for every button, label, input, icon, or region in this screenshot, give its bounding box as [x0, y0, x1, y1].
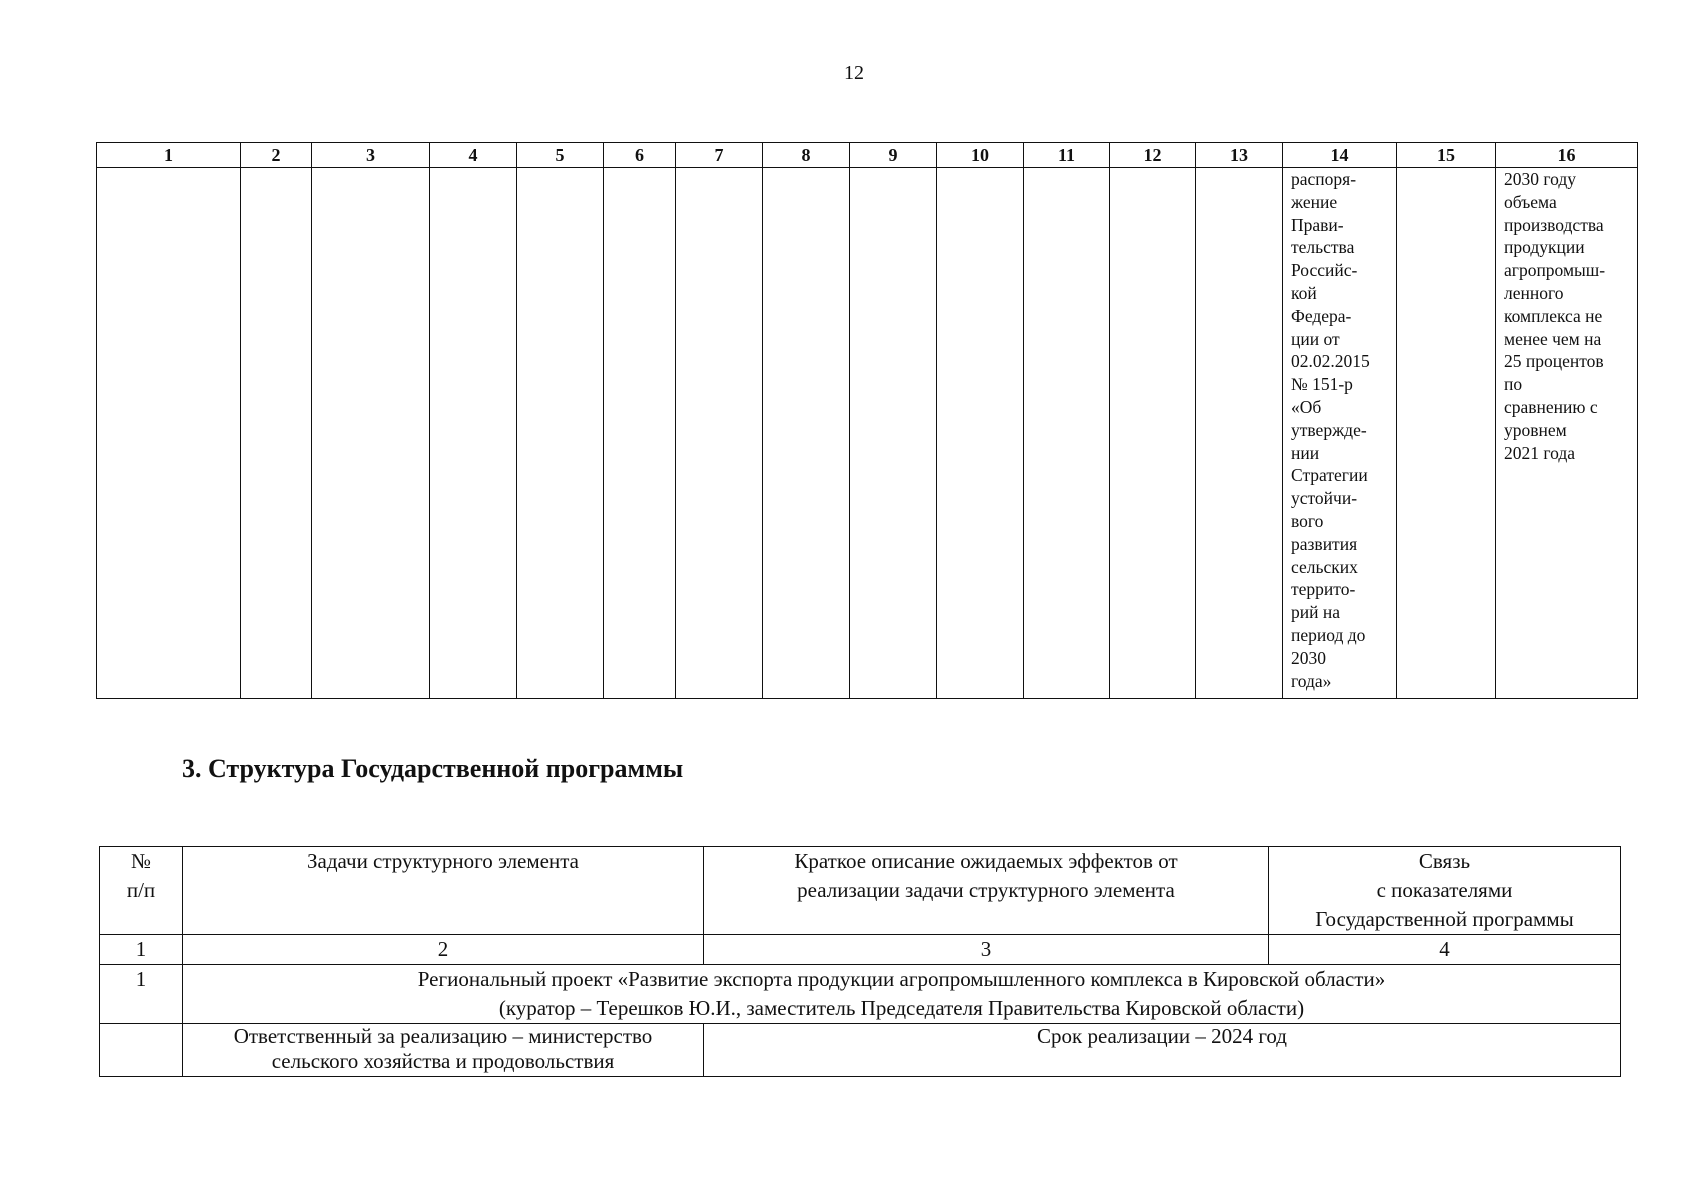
column-number: 3 — [704, 935, 1269, 965]
text-line: жение — [1291, 191, 1338, 212]
deadline-cell: Срок реализации – 2024 год — [704, 1024, 1621, 1077]
target-value-cell — [1496, 168, 1638, 699]
table-cell — [97, 168, 241, 699]
text-line: по — [1504, 374, 1523, 395]
table-cell — [1110, 168, 1196, 699]
responsible-line: Ответственный за реализацию – министерство — [233, 1024, 653, 1048]
project-title-cell — [183, 965, 1621, 1024]
text-line: 25 процентов — [1504, 351, 1604, 372]
text-line: «Об — [1291, 396, 1322, 417]
text-line: террито- — [1291, 579, 1356, 600]
text-line: года» — [1291, 670, 1332, 691]
column-number: 13 — [1196, 143, 1283, 168]
text-line: развития — [1291, 533, 1358, 554]
text-line: тельства — [1291, 237, 1355, 258]
header-line: Государственной программы — [1315, 907, 1574, 931]
text-line: ленного — [1504, 282, 1564, 303]
column-number: 3 — [312, 143, 430, 168]
table-cell — [241, 168, 312, 699]
text-line: утвержде- — [1291, 419, 1367, 440]
table-cell — [1397, 168, 1496, 699]
project-title-line: Региональный проект «Развитие экспорта продукции агропромышленного комплекса в Кировской области» — [417, 967, 1386, 991]
responsible-cell — [183, 1024, 704, 1077]
header-line: Задачи структурного элемента — [307, 849, 579, 873]
tasks-header — [183, 847, 704, 935]
text-line: нии — [1291, 442, 1320, 463]
table-cell — [100, 1024, 183, 1077]
column-number: 7 — [676, 143, 763, 168]
column-number: 2 — [183, 935, 704, 965]
text-line: распоря- — [1291, 169, 1357, 189]
column-number: 5 — [517, 143, 604, 168]
table-header-row — [100, 847, 1621, 935]
table-cell — [517, 168, 604, 699]
column-numbers-row — [100, 935, 1621, 965]
text-line: комплекса не — [1504, 305, 1603, 326]
row-number: 1 — [100, 965, 183, 1024]
column-number: 10 — [937, 143, 1024, 168]
effects-header — [704, 847, 1269, 935]
text-line: 2030 — [1291, 647, 1326, 668]
header-line: реализации задачи структурного элемента — [797, 878, 1175, 902]
text-line: Стратегии — [1291, 465, 1368, 486]
column-number: 1 — [97, 143, 241, 168]
header-line: № — [130, 849, 152, 873]
indicators-link-header — [1269, 847, 1621, 935]
text-line: ции от — [1291, 328, 1340, 349]
text-line: производства — [1504, 214, 1604, 235]
column-number: 8 — [763, 143, 850, 168]
text-line: период до — [1291, 624, 1366, 645]
section-title: 3. Структура Государственной программы — [182, 754, 684, 783]
text-line: продукции — [1504, 237, 1585, 258]
column-number: 16 — [1496, 143, 1638, 168]
responsible-row — [100, 1024, 1621, 1077]
header-line: с показателями — [1376, 878, 1513, 902]
text-line: Российс- — [1291, 260, 1358, 281]
text-line: сельских — [1291, 556, 1358, 577]
text-line: кой — [1291, 282, 1317, 303]
table-cell — [937, 168, 1024, 699]
table-row — [97, 168, 1638, 699]
text-line: менее чем на — [1504, 328, 1602, 349]
text-line: сравнению с — [1504, 396, 1598, 417]
header-line: Связь — [1418, 849, 1471, 873]
table-cell — [763, 168, 850, 699]
project-title-line: (куратор – Терешков Ю.И., заместитель Председателя Правительства Кировской области) — [498, 996, 1305, 1020]
responsible-line: сельского хозяйства и продовольствия — [271, 1049, 615, 1073]
text-line: устойчи- — [1291, 488, 1358, 509]
project-row — [100, 965, 1621, 1024]
column-number: 4 — [430, 143, 517, 168]
table-cell — [676, 168, 763, 699]
table-cell — [604, 168, 676, 699]
continuation-table — [96, 142, 1638, 699]
structure-table — [99, 846, 1621, 1077]
column-number: 1 — [100, 935, 183, 965]
text-line: уровнем — [1504, 419, 1567, 440]
text-line: агропромыш- — [1504, 260, 1606, 281]
text-line: Прави- — [1291, 214, 1344, 235]
table-header-row — [97, 143, 1638, 168]
column-number: 12 — [1110, 143, 1196, 168]
legal-basis-cell — [1283, 168, 1397, 699]
text-line: рий на — [1291, 602, 1340, 623]
text-line: № 151-р — [1291, 374, 1353, 395]
header-line: п/п — [126, 878, 156, 902]
text-line: 2030 году — [1504, 169, 1577, 189]
column-number: 14 — [1283, 143, 1397, 168]
header-line: Краткое описание ожидаемых эффектов от — [794, 849, 1178, 873]
column-number: 15 — [1397, 143, 1496, 168]
text-line: вого — [1291, 510, 1324, 531]
table-cell — [1024, 168, 1110, 699]
text-line: объема — [1504, 191, 1557, 212]
table-cell — [850, 168, 937, 699]
table-cell — [1196, 168, 1283, 699]
table-cell — [430, 168, 517, 699]
column-number: 4 — [1269, 935, 1621, 965]
text-line: Федера- — [1291, 305, 1352, 326]
number-header — [100, 847, 183, 935]
column-number: 6 — [604, 143, 676, 168]
text-line: 2021 года — [1504, 442, 1576, 463]
page-number: 12 — [844, 62, 864, 84]
column-number: 2 — [241, 143, 312, 168]
column-number: 9 — [850, 143, 937, 168]
text-line: 02.02.2015 — [1291, 351, 1370, 372]
table-cell — [312, 168, 430, 699]
column-number: 11 — [1024, 143, 1110, 168]
